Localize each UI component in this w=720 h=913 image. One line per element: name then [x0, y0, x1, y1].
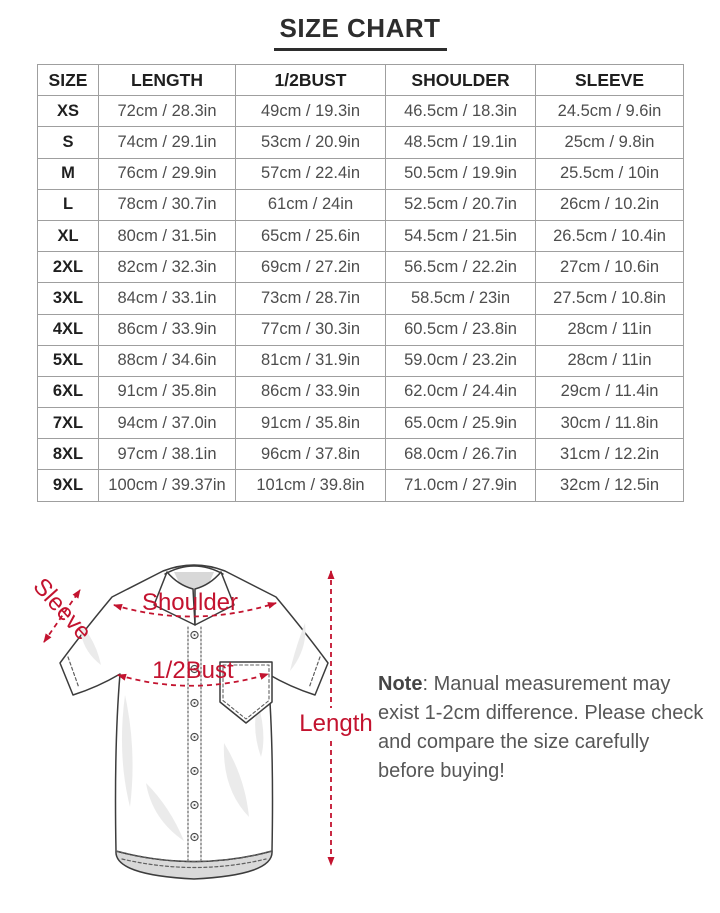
measurement-cell: 97cm / 38.1in [99, 439, 236, 470]
size-cell: 3XL [38, 283, 99, 314]
table-row [38, 220, 684, 251]
measurement-cell: 26.5cm / 10.4in [536, 220, 684, 251]
table-row [38, 96, 684, 127]
measurement-cell: 31cm / 12.2in [536, 439, 684, 470]
size-cell: M [38, 158, 99, 189]
size-cell: 8XL [38, 439, 99, 470]
measurement-cell: 69cm / 27.2in [236, 252, 386, 283]
page-title: SIZE CHART [274, 12, 447, 51]
measurement-cell: 46.5cm / 18.3in [386, 96, 536, 127]
measurement-cell: 65.0cm / 25.9in [386, 408, 536, 439]
table-row [38, 345, 684, 376]
measurement-cell: 100cm / 39.37in [99, 470, 236, 501]
measurement-cell: 50.5cm / 19.9in [386, 158, 536, 189]
measurement-cell: 65cm / 25.6in [236, 220, 386, 251]
measurement-cell: 48.5cm / 19.1in [386, 127, 536, 158]
size-cell: XL [38, 220, 99, 251]
measurement-cell: 96cm / 37.8in [236, 439, 386, 470]
size-cell: 7XL [38, 408, 99, 439]
measurement-cell: 25cm / 9.8in [536, 127, 684, 158]
size-cell: L [38, 189, 99, 220]
table-row [38, 470, 684, 501]
measurement-cell: 91cm / 35.8in [99, 376, 236, 407]
measurement-note [378, 670, 708, 786]
measurement-cell: 32cm / 12.5in [536, 470, 684, 501]
measurement-cell: 52.5cm / 20.7in [386, 189, 536, 220]
table-row [38, 189, 684, 220]
measurement-cell: 78cm / 30.7in [99, 189, 236, 220]
shoulder-label: Shoulder [141, 589, 239, 616]
header-cell: SLEEVE [536, 65, 684, 96]
measurement-cell: 54.5cm / 21.5in [386, 220, 536, 251]
measurement-cell: 29cm / 11.4in [536, 376, 684, 407]
measurement-cell: 58.5cm / 23in [386, 283, 536, 314]
measurement-cell: 74cm / 29.1in [99, 127, 236, 158]
measurement-cell: 91cm / 35.8in [236, 408, 386, 439]
header-cell: LENGTH [99, 65, 236, 96]
measurement-cell: 57cm / 22.4in [236, 158, 386, 189]
size-cell: 5XL [38, 345, 99, 376]
measurement-cell: 80cm / 31.5in [99, 220, 236, 251]
size-cell: XS [38, 96, 99, 127]
bust-label: 1/2Bust [152, 657, 234, 684]
table-row [38, 314, 684, 345]
length-label: Length [299, 710, 373, 737]
measurement-cell: 60.5cm / 23.8in [386, 314, 536, 345]
measurement-cell: 59.0cm / 23.2in [386, 345, 536, 376]
measurement-cell: 81cm / 31.9in [236, 345, 386, 376]
measurement-cell: 28cm / 11in [536, 314, 684, 345]
table-row [38, 158, 684, 189]
measurement-cell: 101cm / 39.8in [236, 470, 386, 501]
measurement-cell: 72cm / 28.3in [99, 96, 236, 127]
note-text: : Manual measurement may exist 1-2cm difference. Please check and compare the size carefully before buying! [378, 673, 704, 782]
table-row [38, 439, 684, 470]
measurement-cell: 88cm / 34.6in [99, 345, 236, 376]
size-table-body [38, 96, 684, 501]
header-cell: 1/2BUST [236, 65, 386, 96]
measurement-cell: 28cm / 11in [536, 345, 684, 376]
measurement-cell: 25.5cm / 10in [536, 158, 684, 189]
table-row [38, 283, 684, 314]
measurement-cell: 82cm / 32.3in [99, 252, 236, 283]
table-row [38, 252, 684, 283]
measurement-cell: 24.5cm / 9.6in [536, 96, 684, 127]
measurement-cell: 56.5cm / 22.2in [386, 252, 536, 283]
measurement-cell: 76cm / 29.9in [99, 158, 236, 189]
measurement-cell: 49cm / 19.3in [236, 96, 386, 127]
note-label: Note [378, 673, 423, 695]
table-header-row [38, 65, 684, 96]
page-header [0, 12, 720, 51]
measurement-cell: 73cm / 28.7in [236, 283, 386, 314]
header-cell: SHOULDER [386, 65, 536, 96]
size-cell: 6XL [38, 376, 99, 407]
measurement-cell: 62.0cm / 24.4in [386, 376, 536, 407]
measurement-cell: 30cm / 11.8in [536, 408, 684, 439]
measurement-cell: 94cm / 37.0in [99, 408, 236, 439]
measurement-cell: 27cm / 10.6in [536, 252, 684, 283]
measurement-cell: 86cm / 33.9in [99, 314, 236, 345]
size-cell: 4XL [38, 314, 99, 345]
measurement-cell: 71.0cm / 27.9in [386, 470, 536, 501]
header-cell: SIZE [38, 65, 99, 96]
table-row [38, 376, 684, 407]
measurement-cell: 26cm / 10.2in [536, 189, 684, 220]
size-cell: S [38, 127, 99, 158]
measurement-cell: 27.5cm / 10.8in [536, 283, 684, 314]
measurement-cell: 86cm / 33.9in [236, 376, 386, 407]
size-cell: 2XL [38, 252, 99, 283]
table-row [38, 127, 684, 158]
sleeve-label: Sleeve [27, 572, 97, 646]
measurement-cell: 84cm / 33.1in [99, 283, 236, 314]
table-row [38, 408, 684, 439]
measurement-cell: 77cm / 30.3in [236, 314, 386, 345]
measurement-cell: 68.0cm / 26.7in [386, 439, 536, 470]
size-cell: 9XL [38, 470, 99, 501]
shirt-measurement-diagram [18, 545, 388, 907]
size-table [37, 64, 684, 502]
measurement-cell: 61cm / 24in [236, 189, 386, 220]
measurement-cell: 53cm / 20.9in [236, 127, 386, 158]
